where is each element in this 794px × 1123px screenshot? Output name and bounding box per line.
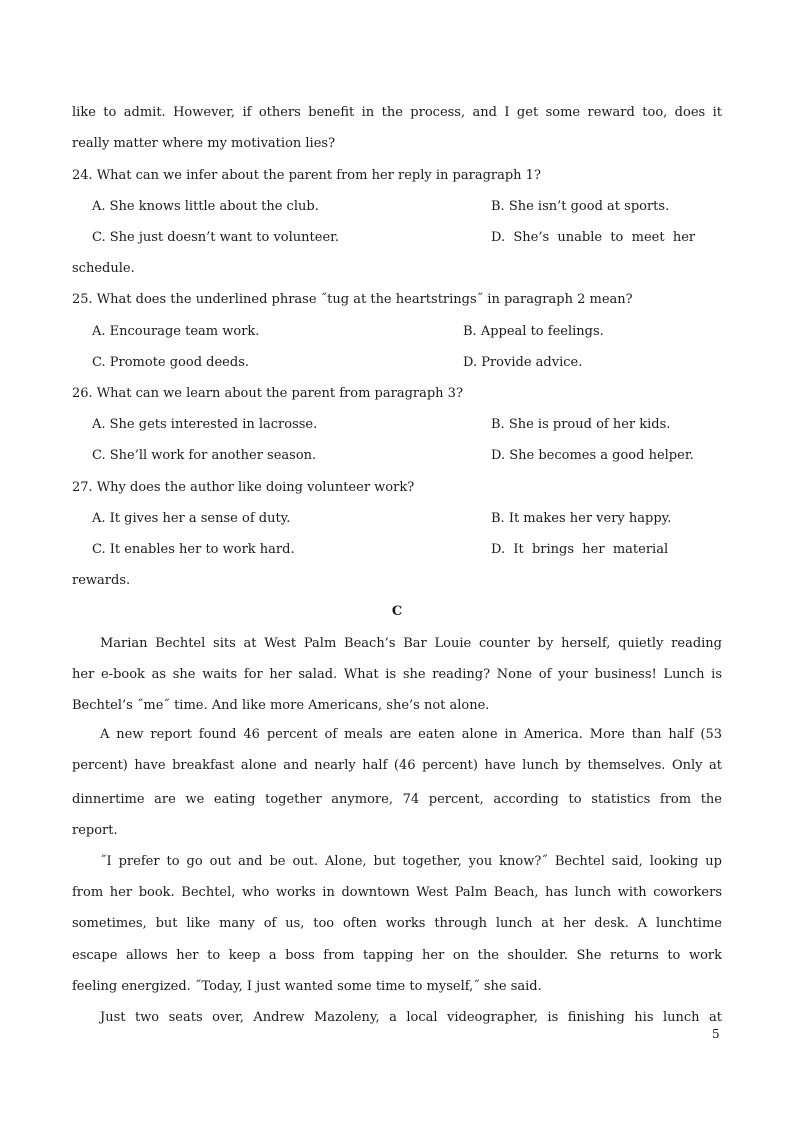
passage-line: really matter where my motivation lies? [72,136,336,151]
question-27: 27. Why does the author like doing volunteer work? [72,480,415,495]
paragraph-line: percent) have breakfast alone and nearly half (46 percent) have lunch by themselves. Only at [72,758,722,773]
q24-option-c: C. She just doesn’t want to volunteer. [92,230,340,245]
paragraph-line: A new report found 46 percent of meals are eaten alone in America. More than half (53 [100,727,722,742]
q27-option-a: A. It gives her a sense of duty. [92,511,291,526]
paragraph-line: sometimes, but like many of us, too often works through lunch at her desk. A lunchtime [72,916,722,931]
q26-option-d: D. She becomes a good helper. [491,448,694,463]
q24-option-a: A. She knows little about the club. [92,199,319,214]
q24-option-b: B. She isn’t good at sports. [491,199,670,214]
passage-line: like to admit. However, if others benefit in the process, and I get some reward too, does it [72,105,722,120]
q27-option-b: B. It makes her very happy. [491,511,672,526]
q27-option-d-cont: rewards. [72,573,131,588]
question-24: 24. What can we infer about the parent from her reply in paragraph 1? [72,168,541,183]
paragraph-line: ˝I prefer to go out and be out. Alone, but together, you know?˝ Bechtel said, looking up [100,854,722,869]
q27-option-c: C. It enables her to work hard. [92,542,295,557]
section-heading: C [391,604,403,619]
paragraph-line: her e-book as she waits for her salad. What is she reading? None of your business! Lunch is [72,667,722,682]
paragraph-line: Marian Bechtel sits at West Palm Beach’s Bar Louie counter by herself, quietly reading [100,636,722,651]
q24-option-d: D. She’s unable to meet her [491,230,696,245]
q26-option-b: B. She is proud of her kids. [491,417,671,432]
q26-option-c: C. She’ll work for another season. [92,448,317,463]
q25-option-d: D. Provide advice. [463,355,583,370]
q24-option-d-cont: schedule. [72,261,135,276]
question-26: 26. What can we learn about the parent from paragraph 3? [72,386,463,401]
paragraph-line: escape allows her to keep a boss from tapping her on the shoulder. She returns to work [72,948,722,963]
q25-option-c: C. Promote good deeds. [92,355,250,370]
paragraph-line: Bechtel’s ˝me˝ time. And like more Americans, she’s not alone. [72,698,490,713]
question-25: 25. What does the underlined phrase ˝tug at the heartstrings˝ in paragraph 2 mean? [72,292,633,307]
paragraph-line: feeling energized. ˝Today, I just wanted some time to myself,˝ she said. [72,979,542,994]
paragraph-line: Just two seats over, Andrew Mazoleny, a local videographer, is finishing his lunch at [100,1010,722,1025]
q26-option-a: A. She gets interested in lacrosse. [92,417,318,432]
paragraph-line: report. [72,823,118,838]
page-number: 5 [712,1027,720,1041]
q27-option-d: D. It brings her material [491,542,669,557]
paragraph-line: from her book. Bechtel, who works in downtown West Palm Beach, has lunch with coworkers [72,885,722,900]
paragraph-line: dinnertime are we eating together anymore, 74 percent, according to statistics from the [72,792,722,807]
q25-option-a: A. Encourage team work. [92,324,260,339]
q25-option-b: B. Appeal to feelings. [463,324,604,339]
